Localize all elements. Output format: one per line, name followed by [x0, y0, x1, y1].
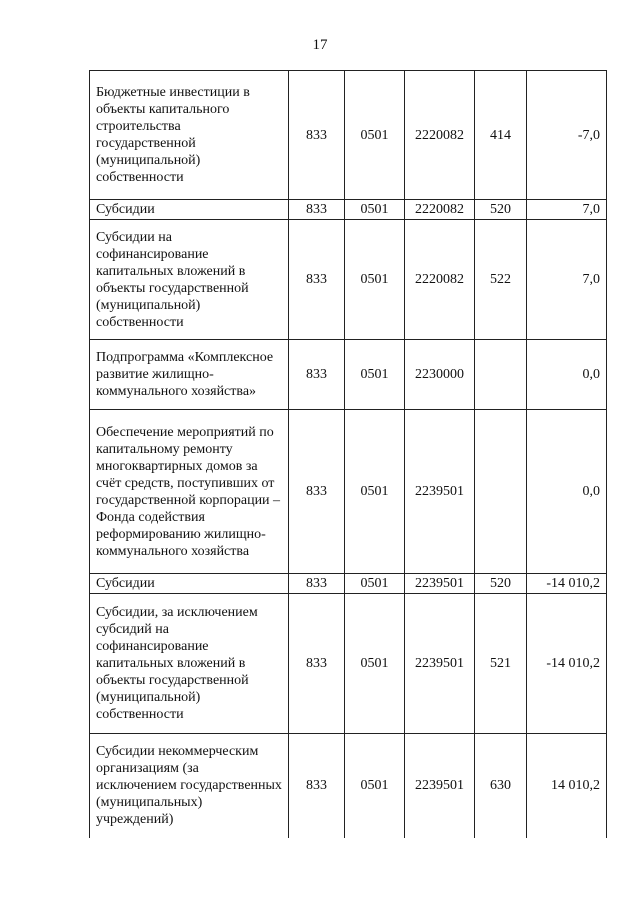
- section-code: 0501: [345, 594, 405, 734]
- section-code: 0501: [345, 71, 405, 200]
- target-code: 2239501: [405, 574, 475, 594]
- ministry-code: 833: [289, 574, 345, 594]
- target-code: 2239501: [405, 734, 475, 838]
- expense-type-code: 630: [475, 734, 527, 838]
- row-name: Субсидии на софинансирование капитальных вложений в объекты государственной (муниципальной) собственности: [90, 220, 289, 340]
- section-code: 0501: [345, 340, 405, 410]
- target-code: 2220082: [405, 200, 475, 220]
- page-number: 17: [312, 37, 328, 53]
- target-code: 2220082: [405, 220, 475, 340]
- section-code: 0501: [345, 574, 405, 594]
- table-row: [90, 734, 607, 838]
- table-row: [90, 200, 607, 220]
- table-row: [90, 594, 607, 734]
- row-name: Субсидии: [90, 574, 289, 594]
- row-name: Субсидии, за исключением субсидий на софинансирование капитальных вложений в объекты государственной (муниципальной) собственности: [90, 594, 289, 734]
- expense-type-code: 522: [475, 220, 527, 340]
- target-code: 2230000: [405, 340, 475, 410]
- amount: 0,0: [527, 410, 607, 574]
- section-code: 0501: [345, 220, 405, 340]
- expense-type-code: 520: [475, 574, 527, 594]
- amount: -14 010,2: [527, 574, 607, 594]
- ministry-code: 833: [289, 340, 345, 410]
- ministry-code: 833: [289, 200, 345, 220]
- table-row: [90, 220, 607, 340]
- expense-type-code: [475, 340, 527, 410]
- budget-table: [89, 70, 607, 838]
- target-code: 2239501: [405, 594, 475, 734]
- section-code: 0501: [345, 734, 405, 838]
- amount: -7,0: [527, 71, 607, 200]
- target-code: 2239501: [405, 410, 475, 574]
- table-row: [90, 574, 607, 594]
- row-name: Обеспечение мероприятий по капитальному ремонту многоквартирных домов за счёт средств, поступивших от государственной корпорации – Фонда содействия реформированию жилищно-коммунального хозяйства: [90, 410, 289, 574]
- section-code: 0501: [345, 410, 405, 574]
- row-name: Подпрограмма «Комплексное развитие жилищно-коммунального хозяйства»: [90, 340, 289, 410]
- ministry-code: 833: [289, 71, 345, 200]
- expense-type-code: [475, 410, 527, 574]
- expense-type-code: 521: [475, 594, 527, 734]
- amount: 7,0: [527, 220, 607, 340]
- expense-type-code: 520: [475, 200, 527, 220]
- table-row: [90, 340, 607, 410]
- amount: 14 010,2: [527, 734, 607, 838]
- ministry-code: 833: [289, 734, 345, 838]
- ministry-code: 833: [289, 220, 345, 340]
- expense-type-code: 414: [475, 71, 527, 200]
- target-code: 2220082: [405, 71, 475, 200]
- amount: 0,0: [527, 340, 607, 410]
- amount: -14 010,2: [527, 594, 607, 734]
- row-name: Субсидии некоммерческим организациям (за исключением государственных (муниципальных) учреждений): [90, 734, 289, 838]
- ministry-code: 833: [289, 594, 345, 734]
- row-name: Бюджетные инвестиции в объекты капитального строительства государственной (муниципальной) собственности: [90, 71, 289, 200]
- table-row: [90, 410, 607, 574]
- amount: 7,0: [527, 200, 607, 220]
- row-name: Субсидии: [90, 200, 289, 220]
- table-row: [90, 71, 607, 200]
- section-code: 0501: [345, 200, 405, 220]
- ministry-code: 833: [289, 410, 345, 574]
